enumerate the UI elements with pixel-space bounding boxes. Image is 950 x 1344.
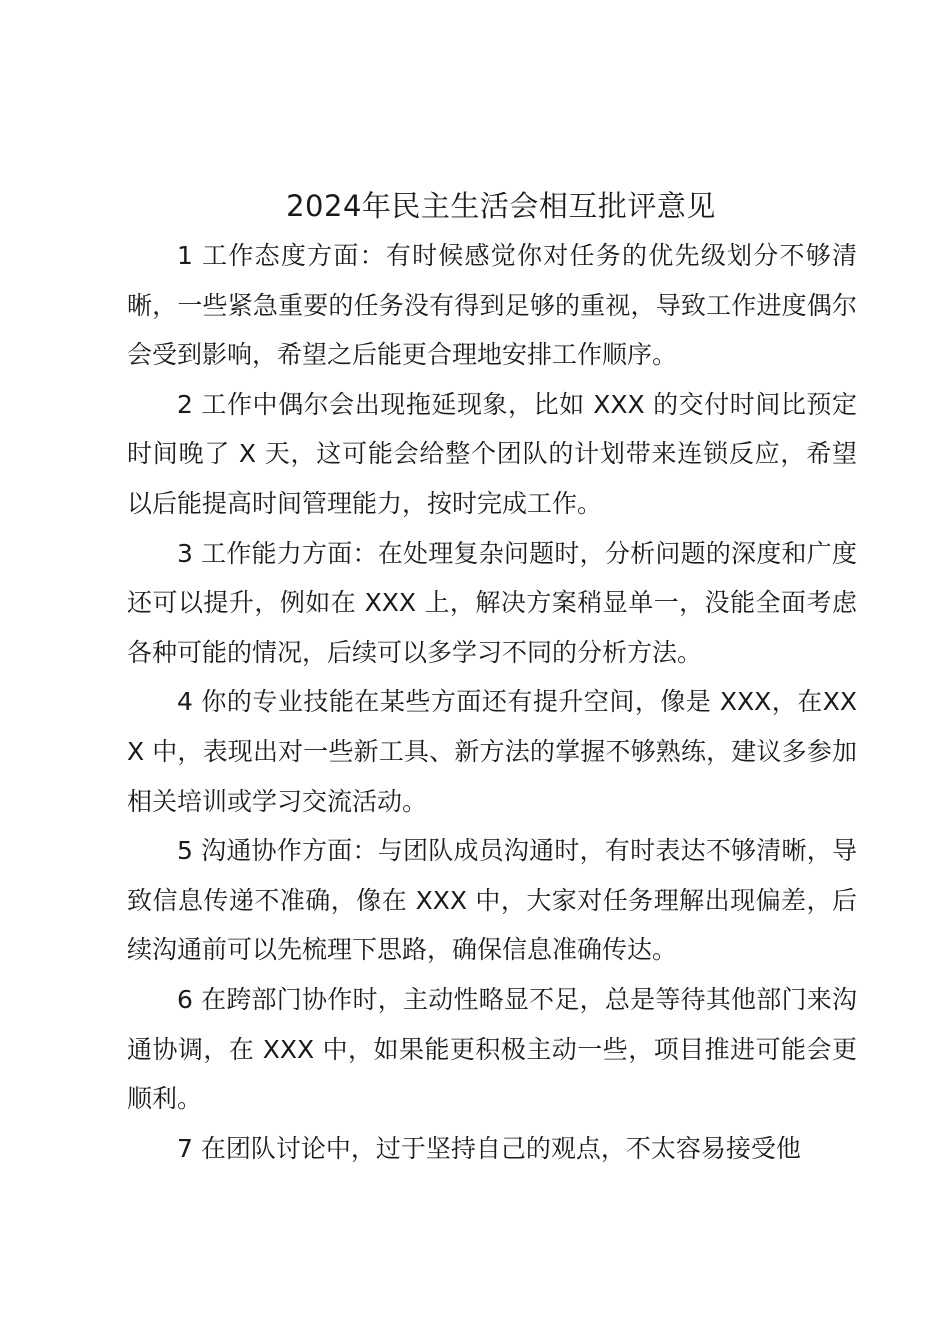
paragraph-1: 1 工作态度方面：有时候感觉你对任务的优先级划分不够清晰，一些紧急重要的任务没有得到足够的重视，导致工作进度偶尔会受到影响，希望之后能更合理地安排工作顺序。 (127, 241, 857, 370)
paragraph-4: 4 你的专业技能在某些方面还有提升空间，像是 XXX，在XXX 中，表现出对一些新工具、新方法的掌握不够熟练，建议多参加相关培训或学习交流活动。 (127, 687, 857, 816)
paragraph-6: 6 在跨部门协作时，主动性略显不足，总是等待其他部门来沟通协调，在 XXX 中，如果能更积极主动一些，项目推进可能会更顺利。 (127, 984, 857, 1114)
document-page (127, 185, 857, 1173)
document-title: 2024年民主生活会相互批评意见 (286, 189, 716, 223)
paragraph-2: 2 工作中偶尔会出现拖延现象，比如 XXX 的交付时间比预定时间晚了 X 天，这可能会给整个团队的计划带来连锁反应，希望以后能提高时间管理能力，按时完成工作。 (127, 389, 857, 518)
paragraph-3: 3 工作能力方面：在处理复杂问题时，分析问题的深度和广度还可以提升，例如在 XXX 上，解决方案稍显单一，没能全面考虑各种可能的情况，后续可以多学习不同的分析方法。 (127, 538, 857, 667)
paragraph-7: 7 在团队讨论中，过于坚持自己的观点，不太容易接受他 (177, 1133, 801, 1163)
paragraph-5: 5 沟通协作方面：与团队成员沟通时，有时表达不够清晰，导致信息传递不准确，像在 XXX 中，大家对任务理解出现偏差，后续沟通前可以先梳理下思路，确保信息准确传达。 (127, 836, 857, 965)
